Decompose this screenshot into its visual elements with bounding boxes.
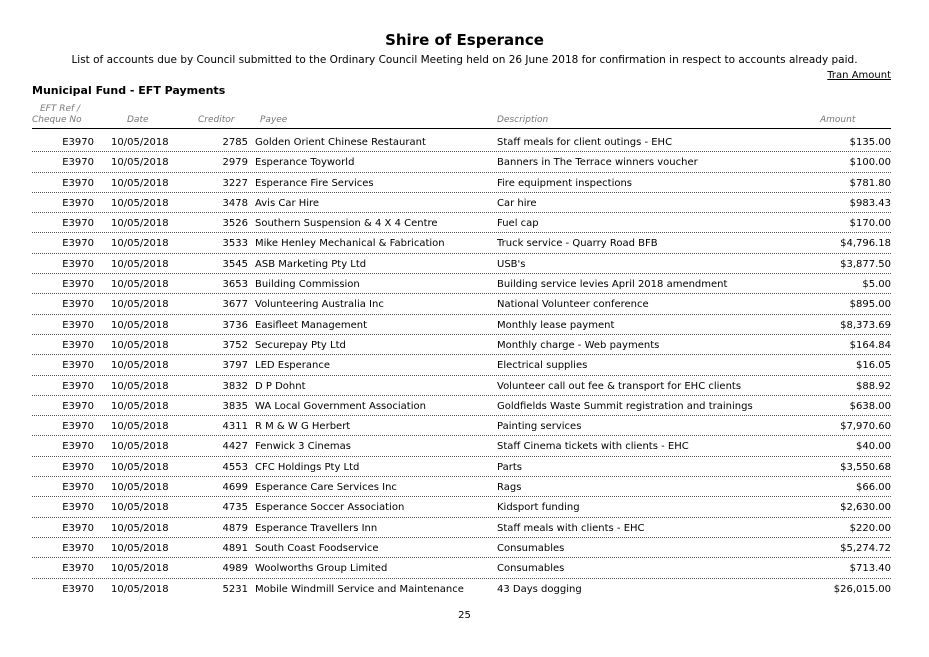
description-cell: 43 Days dogging [497,583,582,595]
creditor-cell: 3227 [222,177,248,189]
amount-cell: $983.43 [849,197,891,209]
creditor-cell: 3752 [222,339,248,351]
amount-cell: $220.00 [849,522,891,534]
creditor-cell: 4989 [222,563,248,575]
description-cell: Electrical supplies [497,360,588,372]
eft-ref-cell: E3970 [62,137,94,148]
eft-ref-cell: E3970 [62,542,94,554]
tran-amount-label: Tran Amount [827,70,891,81]
payee-cell: Southern Suspension & 4 X 4 Centre [255,218,438,230]
page-subtitle: List of accounts due by Council submitted to the Ordinary Council Meeting held on 26 June 2018 for confirmation in respect to accounts already paid. [71,54,858,66]
eft-ref-cell: E3970 [62,502,94,514]
creditor-cell: 3832 [222,380,248,392]
description-cell: Fire equipment inspections [497,177,633,189]
eft-ref-cell: E3970 [62,177,94,189]
date-cell: 10/05/2018 [111,218,169,230]
payee-cell: Easifleet Management [255,319,368,331]
header-date: Date [127,115,149,125]
amount-cell: $713.40 [849,563,891,575]
eft-ref-cell: E3970 [62,197,94,209]
date-cell: 10/05/2018 [111,177,169,189]
date-cell: 10/05/2018 [111,461,169,473]
eft-ref-cell: E3970 [62,319,94,331]
description-cell: Fuel cap [497,218,539,230]
description-cell: National Volunteer conference [497,299,649,311]
header-payee: Payee [260,115,288,125]
table-row [0,132,929,152]
table-row [0,416,929,436]
creditor-cell: 3533 [222,238,248,250]
amount-cell: $26,015.00 [833,583,891,595]
payee-cell: Securepay Pty Ltd [255,339,346,351]
date-cell: 10/05/2018 [111,157,169,169]
eft-ref-cell: E3970 [62,238,94,250]
amount-cell: $895.00 [849,299,891,311]
creditor-cell: 4891 [222,542,248,554]
payee-cell: Woolworths Group Limited [255,563,388,575]
date-cell: 10/05/2018 [111,421,169,433]
eft-ref-cell: E3970 [62,441,94,453]
table-row [0,233,929,253]
creditor-cell: 2785 [222,137,248,148]
eft-ref-cell: E3970 [62,360,94,372]
payee-cell: Esperance Travellers Inn [255,522,378,534]
table-row [0,335,929,355]
description-cell: Consumables [497,542,565,554]
table-row [0,477,929,497]
header-amount: Amount [820,115,856,125]
description-cell: Car hire [497,197,537,209]
payee-cell: CFC Holdings Pty Ltd [255,461,360,473]
amount-cell: $7,970.60 [840,421,891,433]
creditor-cell: 4311 [222,421,248,433]
payments-table [0,132,929,599]
payee-cell: Avis Car Hire [255,197,320,209]
date-cell: 10/05/2018 [111,563,169,575]
description-cell: Volunteer call out fee & transport for EHC clients [497,380,742,392]
eft-ref-cell: E3970 [62,258,94,270]
table-row [0,173,929,193]
creditor-cell: 4699 [222,482,248,494]
table-row [0,315,929,335]
table-row [0,213,929,233]
payee-cell: Golden Orient Chinese Restaurant [255,137,426,148]
date-cell: 10/05/2018 [111,522,169,534]
table-row [0,579,929,599]
payee-cell: ASB Marketing Pty Ltd [255,258,367,270]
date-cell: 10/05/2018 [111,238,169,250]
description-cell: Monthly charge - Web payments [497,339,660,351]
table-row [0,538,929,558]
payee-cell: Fenwick 3 Cinemas [255,441,351,453]
payee-cell: Esperance Fire Services [255,177,374,189]
eft-ref-cell: E3970 [62,218,94,230]
creditor-cell: 4427 [222,441,248,453]
date-cell: 10/05/2018 [111,279,169,291]
description-cell: Truck service - Quarry Road BFB [497,238,658,250]
eft-ref-cell: E3970 [62,279,94,291]
amount-cell: $4,796.18 [840,238,891,250]
fund-heading: Municipal Fund - EFT Payments [32,84,226,97]
page-number: 25 [458,610,471,621]
description-cell: Kidsport funding [497,502,580,514]
eft-ref-cell: E3970 [62,299,94,311]
table-row [0,558,929,578]
table-row [0,518,929,538]
description-cell: Monthly lease payment [497,319,615,331]
eft-ref-cell: E3970 [62,421,94,433]
description-cell: Staff meals with clients - EHC [497,522,645,534]
date-cell: 10/05/2018 [111,339,169,351]
date-cell: 10/05/2018 [111,380,169,392]
table-row [0,355,929,375]
amount-cell: $88.92 [856,380,891,392]
page-title: Shire of Esperance [385,31,544,49]
payee-cell: Esperance Care Services Inc [255,482,397,494]
amount-cell: $100.00 [849,157,891,169]
eft-ref-cell: E3970 [62,400,94,412]
payee-cell: Building Commission [255,279,360,291]
description-cell: Staff Cinema tickets with clients - EHC [497,441,689,453]
creditor-cell: 3526 [222,218,248,230]
creditor-cell: 2979 [222,157,248,169]
amount-cell: $66.00 [856,482,891,494]
payee-cell: D P Dohnt [255,380,306,392]
amount-cell: $5,274.72 [840,542,891,554]
eft-ref-cell: E3970 [62,380,94,392]
payee-cell: LED Esperance [255,360,331,372]
header-rule [32,128,891,129]
amount-cell: $3,550.68 [840,461,891,473]
date-cell: 10/05/2018 [111,482,169,494]
date-cell: 10/05/2018 [111,137,169,148]
table-row [0,497,929,517]
date-cell: 10/05/2018 [111,441,169,453]
description-cell: Consumables [497,563,565,575]
payee-cell: Esperance Soccer Association [255,502,405,514]
header-cheque-no: Cheque No [32,115,82,125]
amount-cell: $2,630.00 [840,502,891,514]
description-cell: Rags [497,482,522,494]
payee-cell: R M & W G Herbert [255,421,351,433]
date-cell: 10/05/2018 [111,258,169,270]
creditor-cell: 3797 [222,360,248,372]
date-cell: 10/05/2018 [111,583,169,595]
amount-cell: $8,373.69 [840,319,891,331]
date-cell: 10/05/2018 [111,400,169,412]
creditor-cell: 4553 [222,461,248,473]
payee-cell: Mike Henley Mechanical & Fabrication [255,238,445,250]
table-row [0,396,929,416]
amount-cell: $638.00 [849,400,891,412]
table-row [0,376,929,396]
payee-cell: Mobile Windmill Service and Maintenance [255,583,464,595]
description-cell: Staff meals for client outings - EHC [497,137,673,148]
date-cell: 10/05/2018 [111,542,169,554]
amount-cell: $3,877.50 [840,258,891,270]
eft-ref-cell: E3970 [62,157,94,169]
table-row [0,457,929,477]
creditor-cell: 3677 [222,299,248,311]
description-cell: Goldfields Waste Summit registration and trainings [497,400,753,412]
eft-ref-cell: E3970 [62,339,94,351]
description-cell: Building service levies April 2018 amendment [497,279,728,291]
creditor-cell: 4879 [222,522,248,534]
creditor-cell: 3478 [222,197,248,209]
date-cell: 10/05/2018 [111,299,169,311]
table-row [0,436,929,456]
eft-ref-cell: E3970 [62,583,94,595]
payee-cell: WA Local Government Association [255,400,426,412]
description-cell: Painting services [497,421,582,433]
eft-ref-cell: E3970 [62,522,94,534]
creditor-cell: 3653 [222,279,248,291]
eft-ref-cell: E3970 [62,461,94,473]
date-cell: 10/05/2018 [111,197,169,209]
amount-cell: $135.00 [849,137,891,148]
payee-cell: Volunteering Australia Inc [255,299,384,311]
description-cell: Banners in The Terrace winners voucher [497,157,698,169]
table-row [0,274,929,294]
date-cell: 10/05/2018 [111,319,169,331]
amount-cell: $16.05 [856,360,891,372]
header-description: Description [497,115,549,125]
amount-cell: $781.80 [849,177,891,189]
table-row [0,193,929,213]
amount-cell: $5.00 [862,279,891,291]
creditor-cell: 3835 [222,400,248,412]
amount-cell: $170.00 [849,218,891,230]
amount-cell: $164.84 [849,339,891,351]
creditor-cell: 5231 [222,583,248,595]
creditor-cell: 4735 [222,502,248,514]
description-cell: Parts [497,461,522,473]
description-cell: USB's [497,258,526,270]
table-row [0,152,929,172]
date-cell: 10/05/2018 [111,360,169,372]
eft-ref-cell: E3970 [62,482,94,494]
creditor-cell: 3545 [222,258,248,270]
table-row [0,254,929,274]
creditor-cell: 3736 [222,319,248,331]
payee-cell: Esperance Toyworld [255,157,355,169]
header-eft-ref: EFT Ref / [40,104,81,114]
amount-cell: $40.00 [856,441,891,453]
date-cell: 10/05/2018 [111,502,169,514]
header-creditor: Creditor [198,115,235,125]
payee-cell: South Coast Foodservice [255,542,379,554]
eft-ref-cell: E3970 [62,563,94,575]
table-row [0,294,929,314]
